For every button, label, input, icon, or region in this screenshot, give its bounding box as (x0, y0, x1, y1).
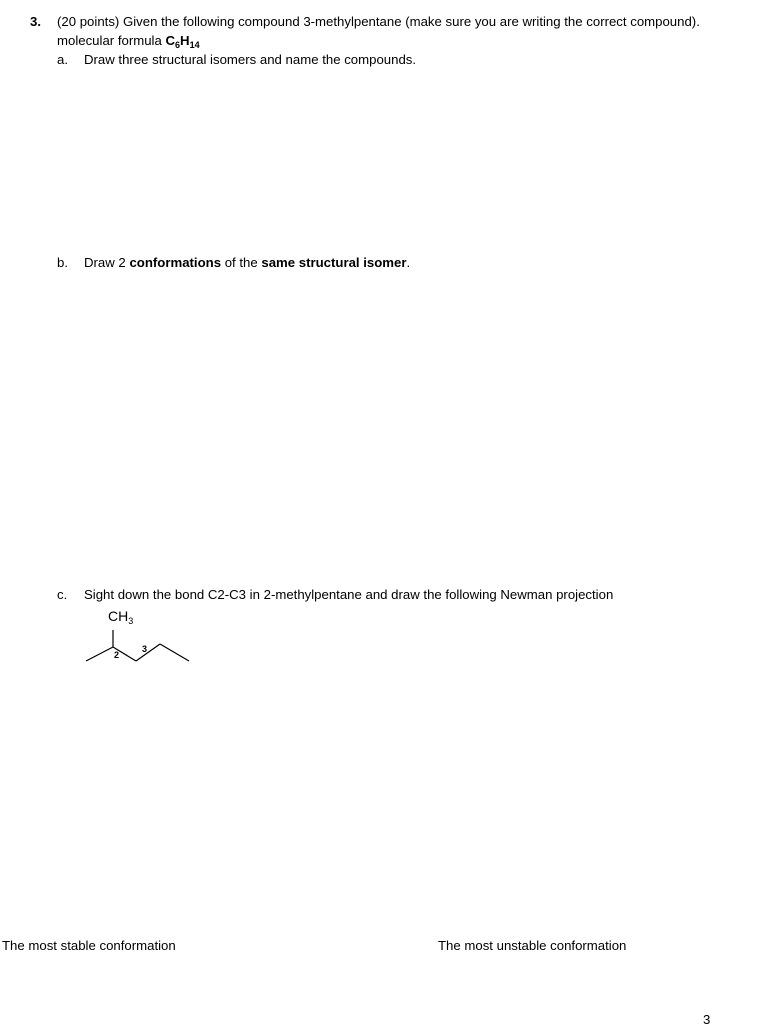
part-c-letter: c. (57, 587, 68, 602)
question-intro: Given the following compound 3-methylpentane (make sure you are writing the correct compound). (122, 14, 700, 29)
part-a-letter: a. (57, 52, 68, 67)
question-points: (20 points) (57, 14, 120, 29)
c4-c5-bond (160, 644, 189, 661)
question-number: 3. (30, 14, 41, 29)
conformations-emphasis: conformations (129, 255, 222, 270)
molecular-formula-line (57, 33, 200, 48)
c1-c2-bond (86, 647, 113, 661)
formula-label: molecular formula (57, 33, 162, 48)
part-a-text: Draw three structural isomers and name the compounds. (84, 52, 417, 67)
carbon-3-label: 3 (142, 644, 148, 654)
most-stable-label: The most stable conformation (2, 938, 176, 953)
part-c-text: Sight down the bond C2-C3 in 2-methylpentane and draw the following Newman projection (84, 587, 614, 602)
skeletal-structure-drawing (84, 620, 194, 680)
most-unstable-label: The most unstable conformation (438, 938, 627, 953)
c3-c4-bond (136, 644, 160, 661)
page-number: 3 (703, 1012, 711, 1027)
carbon-2-label: 2 (114, 650, 120, 660)
methyl-label: $CH_3$ (108, 608, 134, 626)
question-header (57, 14, 700, 29)
molecular-formula: $C_6H_{14}$ (165, 33, 200, 50)
part-b-letter: b. (57, 255, 68, 270)
part-b-text: Draw 2 conformations of the same structural isomer. (84, 255, 411, 270)
same-structural-isomer-emphasis: same structural isomer (261, 255, 407, 270)
